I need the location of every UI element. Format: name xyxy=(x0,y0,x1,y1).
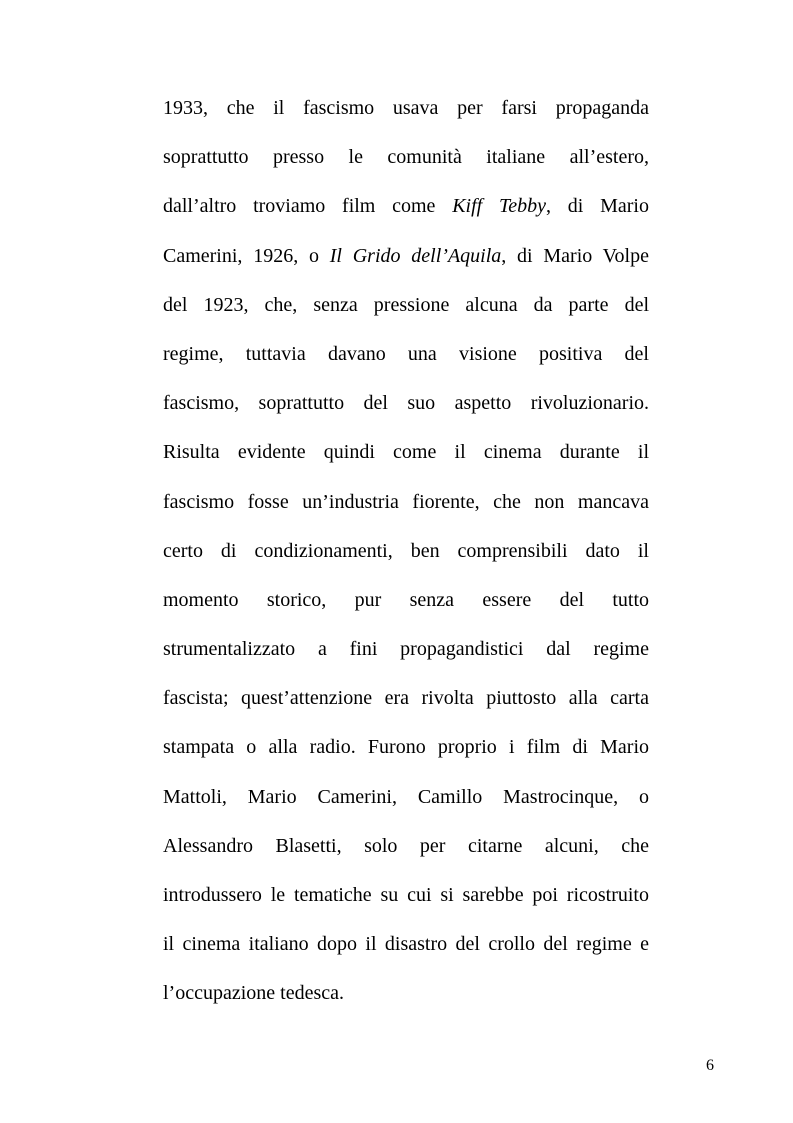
text-line xyxy=(163,187,649,236)
text-segment: introdussero le tematiche su cui si sarebbe poi ricostruito xyxy=(163,884,649,906)
text-segment: Mattoli, Mario Camerini, Camillo Mastrocinque, o xyxy=(163,785,649,808)
text-line xyxy=(163,778,649,827)
text-segment: strumentalizzato a fini propagandistici dal regime xyxy=(163,638,649,661)
text-segment: stampata o alla radio. Furono proprio i film di Mario xyxy=(163,736,649,759)
text-segment: l’occupazione tedesca. xyxy=(163,982,345,1005)
text-segment: fascismo, soprattutto del suo aspetto rivoluzionario. xyxy=(163,392,649,415)
text-segment: , di Mario Volpe xyxy=(501,244,649,267)
text-segment: , di Mario xyxy=(546,195,649,218)
text-line xyxy=(163,925,649,974)
film-title-italic: Kiff Tebby xyxy=(452,195,547,218)
text-line xyxy=(163,679,649,728)
text-line xyxy=(163,237,649,286)
text-line xyxy=(163,286,649,335)
film-title-italic: Il Grido dell’Aquila xyxy=(329,244,502,267)
text-line xyxy=(163,532,649,581)
text-segment: fascismo fosse un’industria fiorente, che non mancava xyxy=(163,490,649,513)
text-segment: momento storico, pur senza essere del tutto xyxy=(163,588,649,611)
text-line xyxy=(163,876,649,925)
text-line xyxy=(163,138,649,187)
text-segment: Camerini, 1926, o xyxy=(163,244,330,267)
text-line xyxy=(163,335,649,384)
text-segment: regime, tuttavia davano una visione positiva del xyxy=(163,342,649,365)
text-segment: Risulta evidente quindi come il cinema durante il xyxy=(163,441,649,464)
text-segment: dall’altro troviamo film come xyxy=(163,195,453,218)
text-segment: il cinema italiano dopo il disastro del crollo del regime e xyxy=(163,933,649,956)
text-segment: certo di condizionamenti, ben comprensibili dato il xyxy=(163,539,649,562)
text-line xyxy=(163,581,649,630)
text-line xyxy=(163,974,649,1023)
text-segment: del 1923, che, senza pressione alcuna da parte del xyxy=(163,293,649,316)
text-segment: fascista; quest’attenzione era rivolta piuttosto alla carta xyxy=(163,687,649,710)
page-number: 6 xyxy=(706,1057,714,1074)
text-line xyxy=(163,89,649,138)
text-line xyxy=(163,433,649,482)
text-line xyxy=(163,630,649,679)
text-segment: Alessandro Blasetti, solo per citarne alcuni, che xyxy=(163,834,649,857)
text-line xyxy=(163,384,649,433)
text-line xyxy=(163,827,649,876)
body-text xyxy=(163,89,649,1024)
text-line xyxy=(163,483,649,532)
text-segment: soprattutto presso le comunità italiane all’estero, xyxy=(163,146,649,169)
text-segment: 1933, che il fascismo usava per farsi propaganda xyxy=(163,97,649,119)
text-line xyxy=(163,728,649,777)
